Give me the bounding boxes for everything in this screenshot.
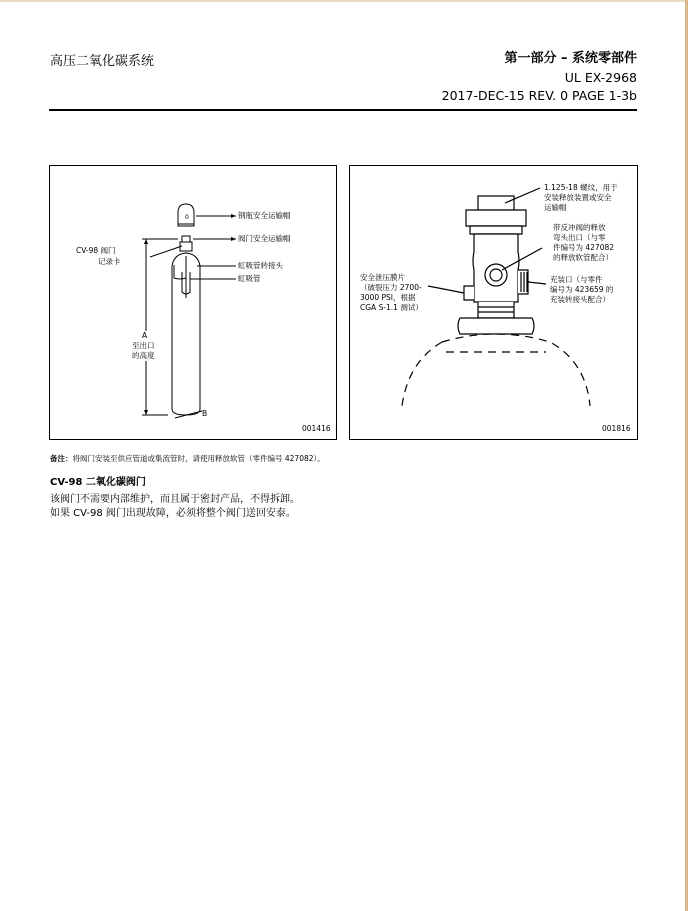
- header-rev-line: 2017-DEC-15 REV. 0 PAGE 1-3b: [441, 88, 637, 103]
- label-outlet: [553, 223, 614, 263]
- note: [50, 453, 325, 464]
- label-fill-line: 编号为 423659 的: [550, 285, 614, 294]
- label-disc-line: 安全泄压膜片: [360, 273, 405, 282]
- label-siphon-adapter: 虹吸管转接头: [238, 261, 283, 270]
- label-dim-a-2: 至出口: [132, 341, 155, 350]
- figure-right-code: 001816: [602, 424, 631, 433]
- label-record-tag-2: 记录卡: [98, 257, 121, 266]
- label-dim-a: A: [142, 331, 148, 340]
- body-line: 如果 CV-98 阀门出现故障，必须将整个阀门送回安泰。: [50, 508, 296, 519]
- figure-left-code: 001416: [302, 424, 331, 433]
- body-text: [50, 493, 300, 521]
- section-title: CV-98 二氧化碳阀门: [50, 477, 146, 488]
- header-rule: [49, 109, 637, 111]
- label-safety-disc: [360, 273, 423, 313]
- label-record-tag-1: CV-98 阀门: [76, 246, 116, 255]
- cap-glyph: 0: [185, 214, 189, 221]
- header-doc-id: UL EX-2968: [564, 69, 637, 85]
- label-dim-a-3: 的高度: [132, 351, 155, 360]
- figure-cylinder: [49, 165, 337, 440]
- header-title: 高压二氧化碳系统: [50, 54, 155, 69]
- label-outlet-line: 件编号为 427082: [553, 243, 615, 252]
- label-valve-cap: 阀门安全运输帽: [238, 234, 291, 243]
- label-disc-line: CGA S-1.1 测试）: [360, 303, 423, 312]
- label-thread-line: 运输帽: [544, 203, 567, 212]
- label-fill-line: 充装转接头配合）: [550, 295, 610, 304]
- label-thread: [544, 183, 618, 213]
- label-siphon-tube: 虹吸管: [238, 274, 261, 283]
- label-fill-port: [550, 275, 613, 305]
- header-right-block: [442, 50, 637, 106]
- label-disc-line: 3000 PSI，根据: [360, 293, 416, 302]
- label-fill-line: 充装口（与零件: [550, 275, 603, 284]
- cylinder-drawing: [50, 166, 336, 439]
- label-outlet-line: 带反冲阀的释放: [553, 223, 606, 232]
- label-dim-b: B: [202, 409, 208, 418]
- label-cylinder-cap: 钢瓶安全运输帽: [238, 211, 291, 220]
- note-text: 将阀门安装至供应管道或集流管时，请使用释放软管（零件编号 427082）。: [72, 454, 325, 463]
- figure-valve: [349, 165, 638, 440]
- note-label: 备注：: [50, 454, 73, 463]
- label-thread-line: 安装释放装置或安全: [544, 193, 612, 202]
- label-disc-line: （破裂压力 2700-: [360, 283, 422, 292]
- label-outlet-line: 的释放软管配合）: [553, 253, 613, 262]
- label-outlet-line: 弯头出口（与零: [553, 233, 606, 242]
- label-thread-line: 1.125-18 螺纹，用于: [544, 183, 618, 192]
- body-line: 该阀门不需要内部维护，而且属于密封产品，不得拆卸。: [50, 494, 300, 505]
- header-section: 第一部分 – 系统零部件: [504, 51, 637, 66]
- page-top-edge: [0, 0, 688, 2]
